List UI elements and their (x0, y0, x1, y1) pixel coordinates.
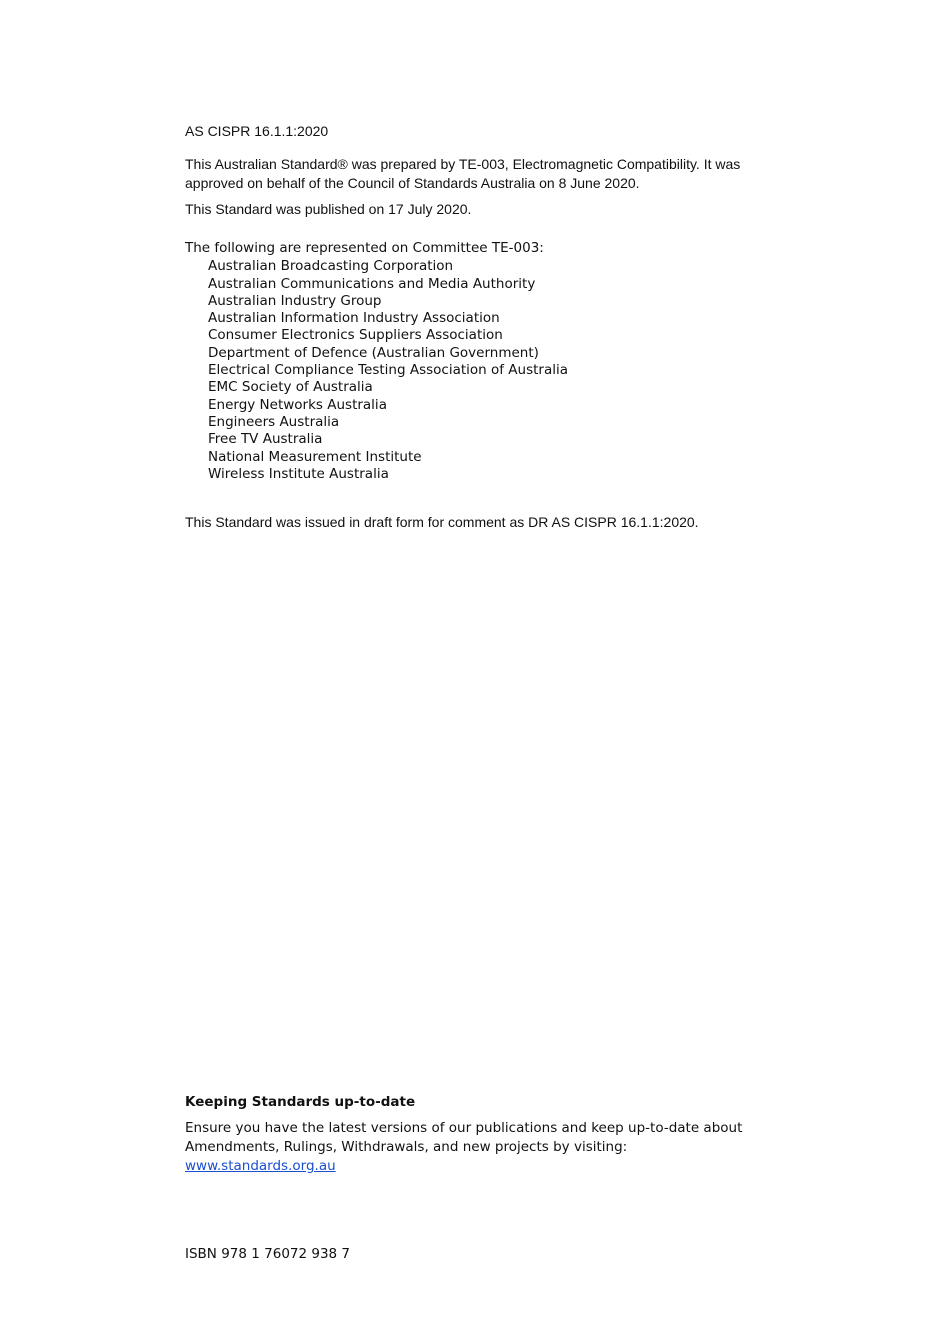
preparation-line-1: This Australian Standard® was prepared by TE-003, Electromagnetic Compatibility. It was (185, 156, 741, 172)
published-date-statement: This Standard was published on 17 July 2020. (185, 201, 472, 217)
committee-member: EMC Society of Australia (208, 379, 373, 396)
committee-member: Australian Communications and Media Authority (208, 275, 536, 292)
keeping-line-1: Ensure you have the latest versions of our publications and keep up-to-date about (185, 1120, 743, 1136)
document-identifier: AS CISPR 16.1.1:2020 (185, 123, 329, 139)
committee-member: Free TV Australia (208, 431, 323, 448)
committee-representation (185, 240, 568, 483)
keeping-standards-heading: Keeping Standards up-to-date (185, 1094, 416, 1110)
committee-member: Engineers Australia (208, 413, 340, 430)
committee-intro: The following are represented on Committee TE-003: (185, 240, 544, 256)
committee-member: Australian Broadcasting Corporation (208, 258, 454, 275)
preparation-line-2: approved on behalf of the Council of Standards Australia on 8 June 2020. (185, 175, 640, 191)
committee-member: Consumer Electronics Suppliers Association (208, 327, 503, 344)
preparation-paragraph (185, 155, 785, 193)
keeping-line-2: Amendments, Rulings, Withdrawals, and new projects by visiting: (185, 1139, 628, 1155)
committee-member: Electrical Compliance Testing Association of Australia (208, 362, 569, 379)
committee-member: Department of Defence (Australian Government) (208, 344, 539, 361)
standards-website-link[interactable]: www.standards.org.au (185, 1158, 336, 1174)
keeping-standards-section (185, 1094, 785, 1176)
keeping-standards-text (185, 1119, 785, 1176)
isbn-number: ISBN 978 1 76072 938 7 (185, 1246, 351, 1262)
committee-member-list (185, 258, 568, 483)
committee-member: National Measurement Institute (208, 448, 422, 465)
committee-member: Wireless Institute Australia (208, 465, 389, 482)
committee-member: Australian Information Industry Association (208, 310, 500, 327)
committee-member: Energy Networks Australia (208, 396, 387, 413)
committee-member: Australian Industry Group (208, 292, 382, 309)
draft-note: This Standard was issued in draft form for comment as DR AS CISPR 16.1.1:2020. (185, 514, 699, 530)
